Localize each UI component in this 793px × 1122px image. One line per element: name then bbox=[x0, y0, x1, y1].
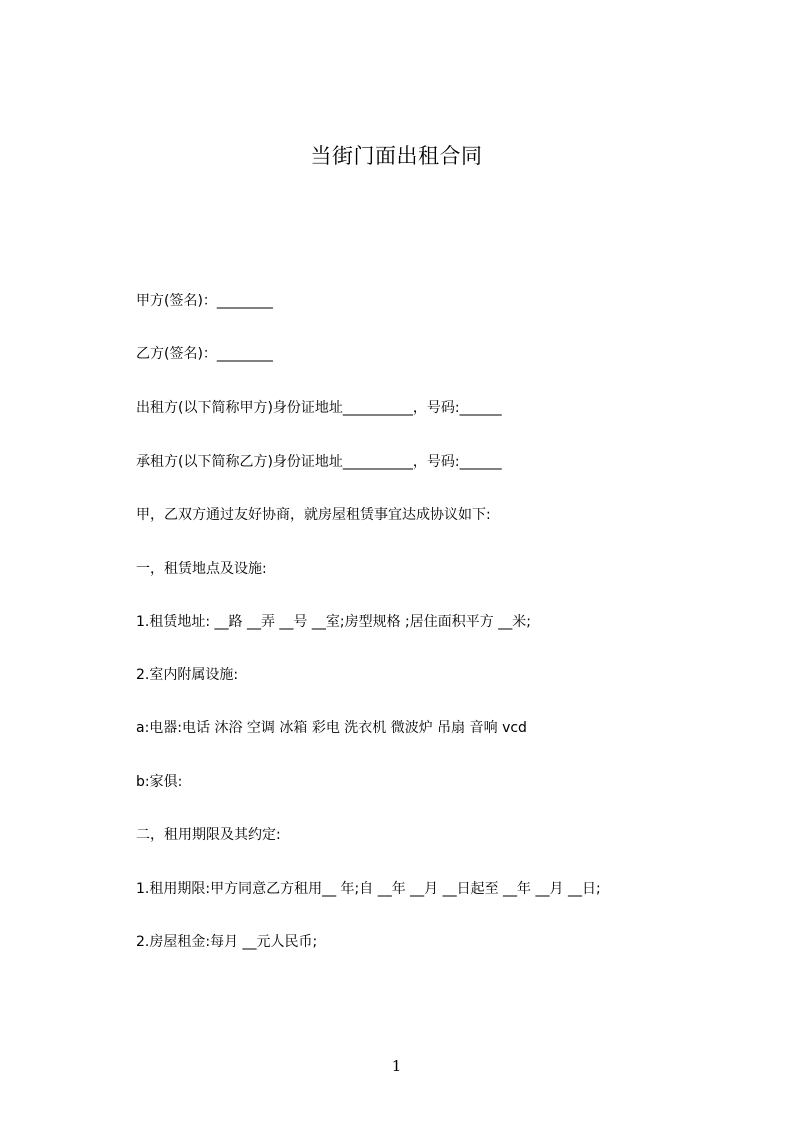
lease-address-line: 1.租赁地址: __路 __弄 __号 __室;房型规格 ;居住面积平方 __米; bbox=[136, 614, 531, 630]
party-b-signature-line: 乙方(签名)：________ bbox=[136, 346, 273, 362]
furniture-line: b:家俱: bbox=[136, 774, 183, 790]
page-number: 1 bbox=[391, 1057, 402, 1075]
facilities-heading: 2.室内附属设施: bbox=[136, 667, 239, 683]
section-one-heading: 一，租赁地点及设施: bbox=[136, 561, 267, 577]
appliances-line: a:电器:电话 沐浴 空调 冰箱 彩电 洗衣机 微波炉 吊扇 音响 vcd bbox=[136, 720, 527, 736]
lessee-id-line: 承租方(以下简称乙方)身份证地址__________，号码:______ bbox=[136, 454, 502, 470]
agreement-intro-line: 甲，乙双方通过友好协商，就房屋租赁事宜达成协议如下: bbox=[136, 507, 491, 523]
lease-term-line: 1.租用期限:甲方同意乙方租用__ 年;自 __年 __月 __日起至 __年 __月 __日; bbox=[136, 881, 601, 897]
lessor-id-line: 出租方(以下简称甲方)身份证地址__________，号码:______ bbox=[136, 400, 502, 416]
party-a-signature-line: 甲方(签名)：________ bbox=[136, 293, 273, 309]
document-title: 当街门面出租合同 bbox=[310, 144, 483, 168]
rent-line: 2.房屋租金:每月 __元人民币; bbox=[136, 934, 318, 950]
section-two-heading: 二，租用期限及其约定: bbox=[136, 827, 281, 843]
